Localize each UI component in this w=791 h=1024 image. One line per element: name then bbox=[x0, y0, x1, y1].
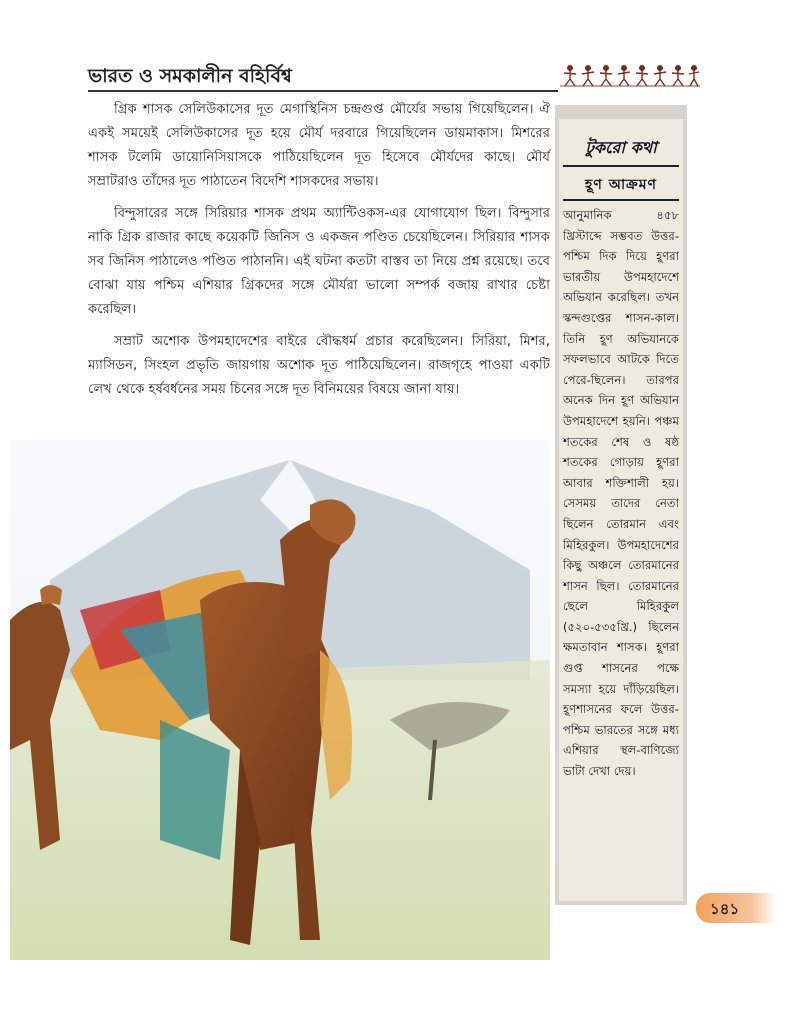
sidebar-subheading: হূণ আক্রমণ bbox=[585, 177, 657, 193]
page-number: ১৪১ bbox=[710, 900, 740, 918]
page-header bbox=[88, 62, 700, 96]
sidebar-heading: টুকরো কথা bbox=[585, 138, 657, 157]
sidebar-rule-top bbox=[563, 165, 679, 167]
camel-illustration bbox=[10, 420, 550, 960]
page-number-tab bbox=[696, 893, 776, 923]
dancing-figures-decoration bbox=[560, 62, 700, 96]
main-text bbox=[88, 98, 550, 410]
sidebar-body: আনুমানিক ৪৫৮ খ্রিস্টাব্দে সম্ভবত উত্তর-পশ্চিম দিক দিয়ে হূণরা ভারতীয় উপমহাদেশে অভিযান করেছিল। তখন স্কন্দগুপ্তের শাসন-কাল। তিনি হূণ অভিযানকে সফলভাবে আটকে দিতে পেরে-ছিলেন। তারপর অনেক দিন হূণ অভিযান উপমহাদেশে হয়নি। পঞ্চম শতকের শেষ ও ষষ্ঠ শতকের গোড়ায় হূণরা আবার শক্তিশালী হয়। সেসময় তাদের নেতা ছিলেন তোরমান এবং মিহিরকুল। উপমহাদেশের কিছু অঞ্চলে তোরমানের শাসন ছিল। তোরমানের ছেলে মিহিরকুল (৫২০-৫৩৫খ্রি.) ছিলেন ক্ষমতাবান শাসক। হূণরা গুপ্ত শাসনের পক্ষে সমস্যা হয়ে দাঁড়িয়েছিল। হূণশাসনের ফলে উত্তর-পশ্চিম ভারতের সঙ্গে মধ্য এশিয়ার স্থল-বাণিজ্যে ভাটা দেখা দেয়। bbox=[563, 208, 679, 779]
sidebar-rule-bottom bbox=[563, 199, 679, 201]
header-rule bbox=[88, 90, 558, 92]
paragraph-bindusara: বিন্দুসারের সঙ্গে সিরিয়ার শাসক প্রথম অ্যান্টিওকস-এর যোগাযোগ ছিল। বিন্দুসার নাকি গ্রিক রাজার কাছে কয়েকটি জিনিস ও একজন পণ্ডিত চেয়েছিলেন। সিরিয়ার শাসক সব জিনিস পাঠালেও পণ্ডিত পাঠাননি। এই ঘটনা কতটা বাস্তব তা নিয়ে প্রশ্ন রয়েছে। তবে বোঝা যায় পশ্চিম এশিয়ার গ্রিকদের সঙ্গে মৌর্যরা ভালো সম্পর্ক বজায় রাখার চেষ্টা করেছিল। bbox=[88, 206, 550, 317]
dancer-figure bbox=[564, 66, 576, 86]
sidebar-panel bbox=[559, 119, 683, 901]
paragraph-ashoka: সম্রাট অশোক উপমহাদেশের বাইরে বৌদ্ধধর্ম প্রচার করেছিলেন। সিরিয়া, মিশর, ম্যাসিডন, সিংহল প্রভৃতি জায়গায় অশোক দূত পাঠিয়েছিলেন। রাজগৃহে পাওয়া একটি লেখ থেকে হর্ষবর্ধনের সময় চিনের সঙ্গে দূত বিনিময়ের বিষয়ে জানা যায়। bbox=[88, 334, 550, 397]
sidebar-box bbox=[555, 105, 687, 905]
header-title: ভারত ও সমকালীন বহির্বিশ্ব bbox=[88, 65, 292, 87]
paragraph-envoys: গ্রিক শাসক সেলিউকাসের দূত মেগাস্থিনিস চন্দ্রগুপ্ত মৌর্যের সভায় গিয়েছিলেন। ঐ একই সময়েই সেলিউকাসের দূত হয়ে মৌর্য দরবারে গিয়েছিলেন ডায়মাকাস। মিশরের শাসক টলেমি ডায়োনিসিয়াসকে পাঠিয়েছিলেন দূত হিসেবে মৌর্যদের কাছে। মৌর্য সম্রাটরাও তাঁদের দূত পাঠাতেন বিদেশি শাসকদের সভায়। bbox=[88, 102, 550, 189]
